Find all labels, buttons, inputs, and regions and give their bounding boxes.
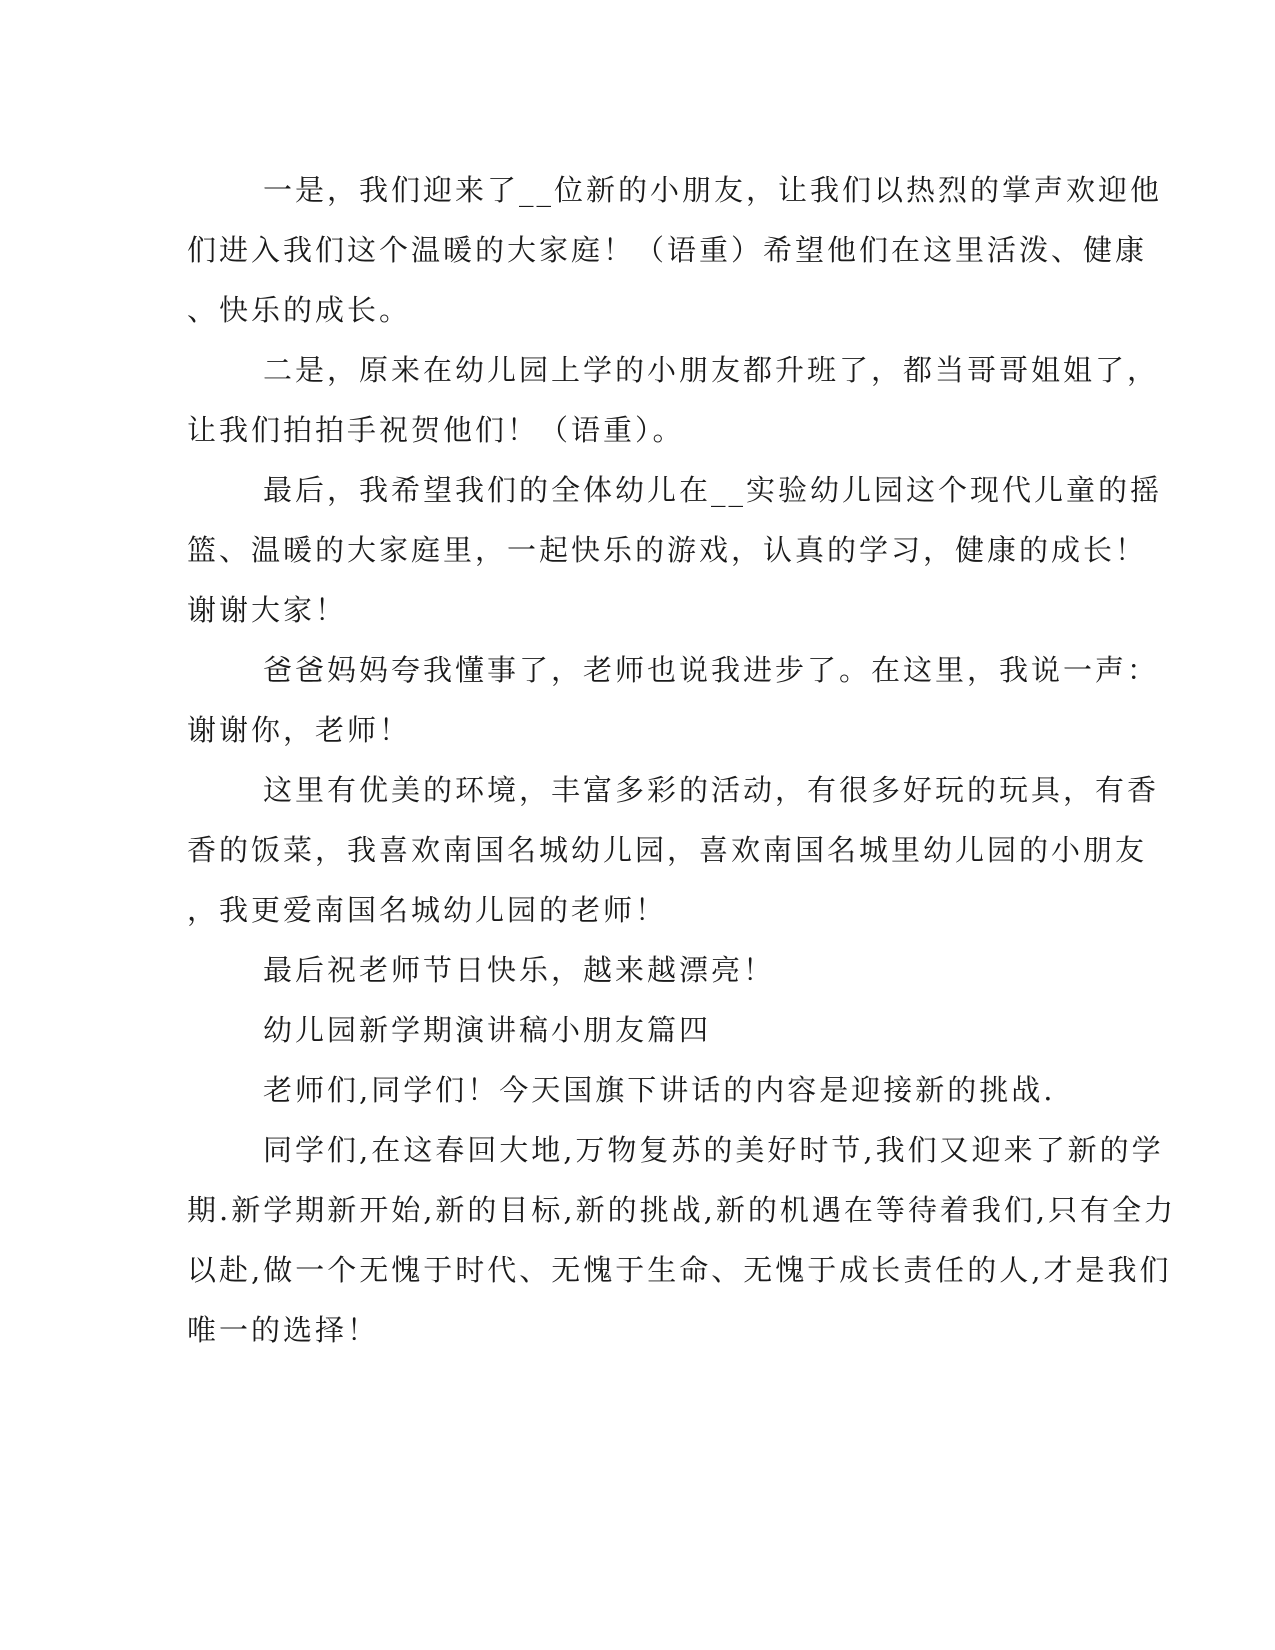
text-line: 爸爸妈妈夸我懂事了，老师也说我进步了。在这里，我说一声： [263,653,1160,687]
paragraph-kindergarten-environment [187,760,1160,940]
text-line: 香的饭菜，我喜欢南国名城幼儿园，喜欢南国名城里幼儿园的小朋友 [187,833,1148,867]
text-line: 篮、温暖的大家庭里，一起快乐的游戏，认真的学习，健康的成长！ [187,533,1148,567]
text-line: 二是，原来在幼儿园上学的小朋友都升班了，都当哥哥姐姐了， [263,353,1160,387]
text-line: 让我们拍拍手祝贺他们！（语重）。 [187,413,685,447]
text-line: 同学们,在这春回大地,万物复苏的美好时节,我们又迎来了新的学 [263,1133,1164,1167]
section-heading [187,1000,1087,1060]
paragraph-welcome-new-children [187,160,1163,340]
text-line: ，我更爱南国名城幼儿园的老师！ [187,893,668,927]
text-line: 谢谢大家！ [187,593,348,627]
text-line: 谢谢你，老师！ [187,713,412,747]
paragraph-teachers-day-wish [187,940,1087,1000]
text-line: 最后祝老师节日快乐，越来越漂亮！ [263,953,776,987]
text-line: 这里有优美的环境，丰富多彩的活动，有很多好玩的玩具，有香 [263,773,1160,807]
paragraph-greeting [187,1060,1087,1120]
paragraph-new-semester [187,1120,1177,1360]
text-line: 最后，我希望我们的全体幼儿在__实验幼儿园这个现代儿童的摇 [263,473,1163,507]
paragraph-thank-teacher [187,640,1160,760]
text-line: 以赴,做一个无愧于时代、无愧于生命、无愧于成长责任的人,才是我们 [187,1253,1172,1287]
paragraph-promoted-children [187,340,1160,460]
text-line: 幼儿园新学期演讲稿小朋友篇四 [263,1013,712,1047]
paragraph-closing-wish [187,460,1163,640]
text-line: 老师们,同学们！今天国旗下讲话的内容是迎接新的挑战. [263,1073,1056,1107]
text-line: 一是，我们迎来了__位新的小朋友，让我们以热烈的掌声欢迎他 [263,173,1163,207]
text-line: 们进入我们这个温暖的大家庭！（语重）希望他们在这里活泼、健康 [187,233,1148,267]
text-line: 唯一的选择！ [187,1313,380,1347]
text-line: 、快乐的成长。 [187,293,412,327]
text-line: 期.新学期新开始,新的目标,新的挑战,新的机遇在等待着我们,只有全力 [187,1193,1177,1227]
document-body [187,160,1177,1360]
